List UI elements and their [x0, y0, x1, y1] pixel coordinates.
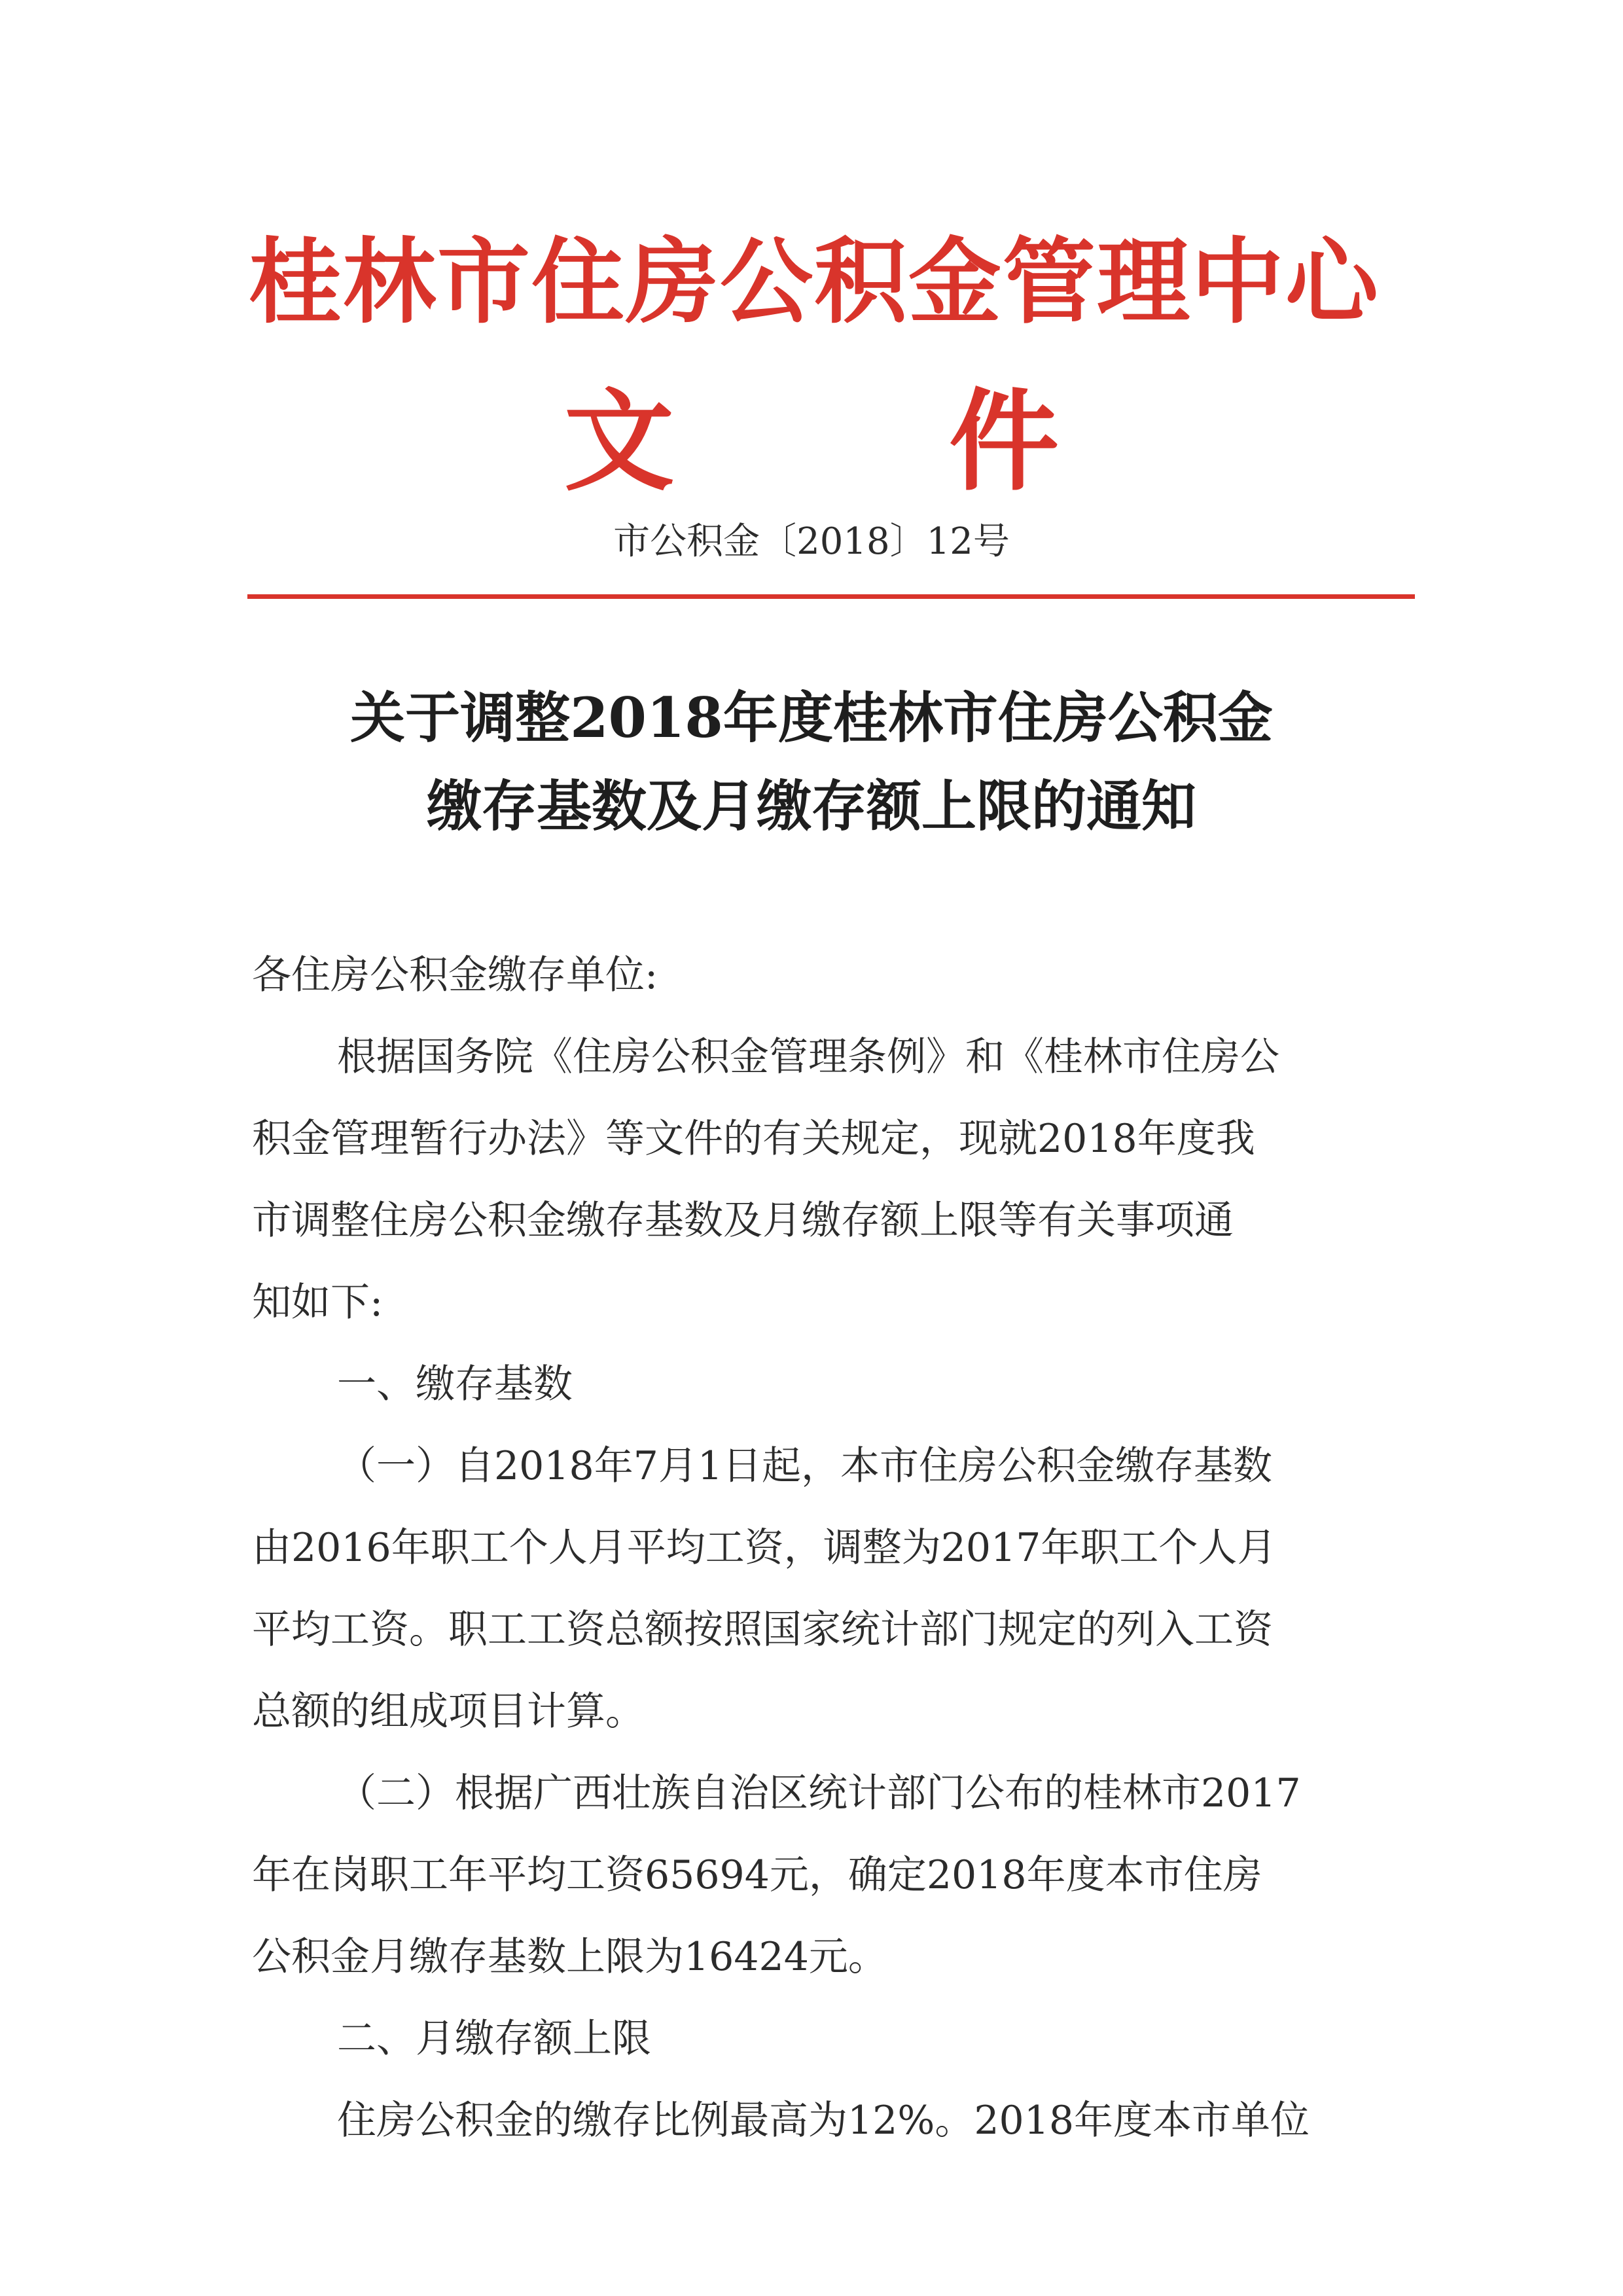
org-name-heading: 桂林市住房公积金管理中心 [249, 228, 1380, 336]
section-heading-1: 一、缴存基数 [337, 1361, 573, 1407]
body-line: 根据国务院《住房公积金管理条例》和《桂林市住房公 [337, 1034, 1279, 1080]
body-line: 年在岗职工年平均工资65694元，确定2018年度本市住房 [252, 1852, 1262, 1898]
document-label-char-1: 文 [564, 376, 674, 506]
red-divider-line [247, 594, 1415, 599]
body-line: 市调整住房公积金缴存基数及月缴存额上限等有关事项通 [252, 1198, 1234, 1244]
document-number: 市公积金〔2018〕12号 [613, 520, 1010, 563]
document-label [249, 376, 1374, 506]
notice-title-line-1: 关于调整2018年度桂林市住房公积金 [350, 685, 1273, 750]
salutation: 各住房公积金缴存单位: [252, 952, 658, 998]
body-line: （二）根据广西壮族自治区统计部门公布的桂林市2017 [337, 1770, 1301, 1816]
notice-title-line-2: 缴存基数及月缴存额上限的通知 [426, 774, 1196, 838]
body-line: 公积金月缴存基数上限为16424元。 [252, 1934, 887, 1980]
body-line: 住房公积金的缴存比例最高为12%。2018年度本市单位 [337, 2098, 1310, 2144]
document-label-char-2: 件 [949, 376, 1059, 506]
body-line: 总额的组成项目计算。 [252, 1689, 645, 1734]
body-line: 由2016年职工个人月平均工资，调整为2017年职工个人月 [252, 1525, 1277, 1571]
section-heading-2: 二、月缴存额上限 [337, 2016, 651, 2062]
body-line: 知如下: [252, 1280, 383, 1325]
body-line: 积金管理暂行办法》等文件的有关规定，现就2018年度我 [252, 1116, 1255, 1162]
body-line: （一）自2018年7月1日起，本市住房公积金缴存基数 [337, 1443, 1273, 1489]
body-line: 平均工资。职工工资总额按照国家统计部门规定的列入工资 [252, 1607, 1273, 1653]
